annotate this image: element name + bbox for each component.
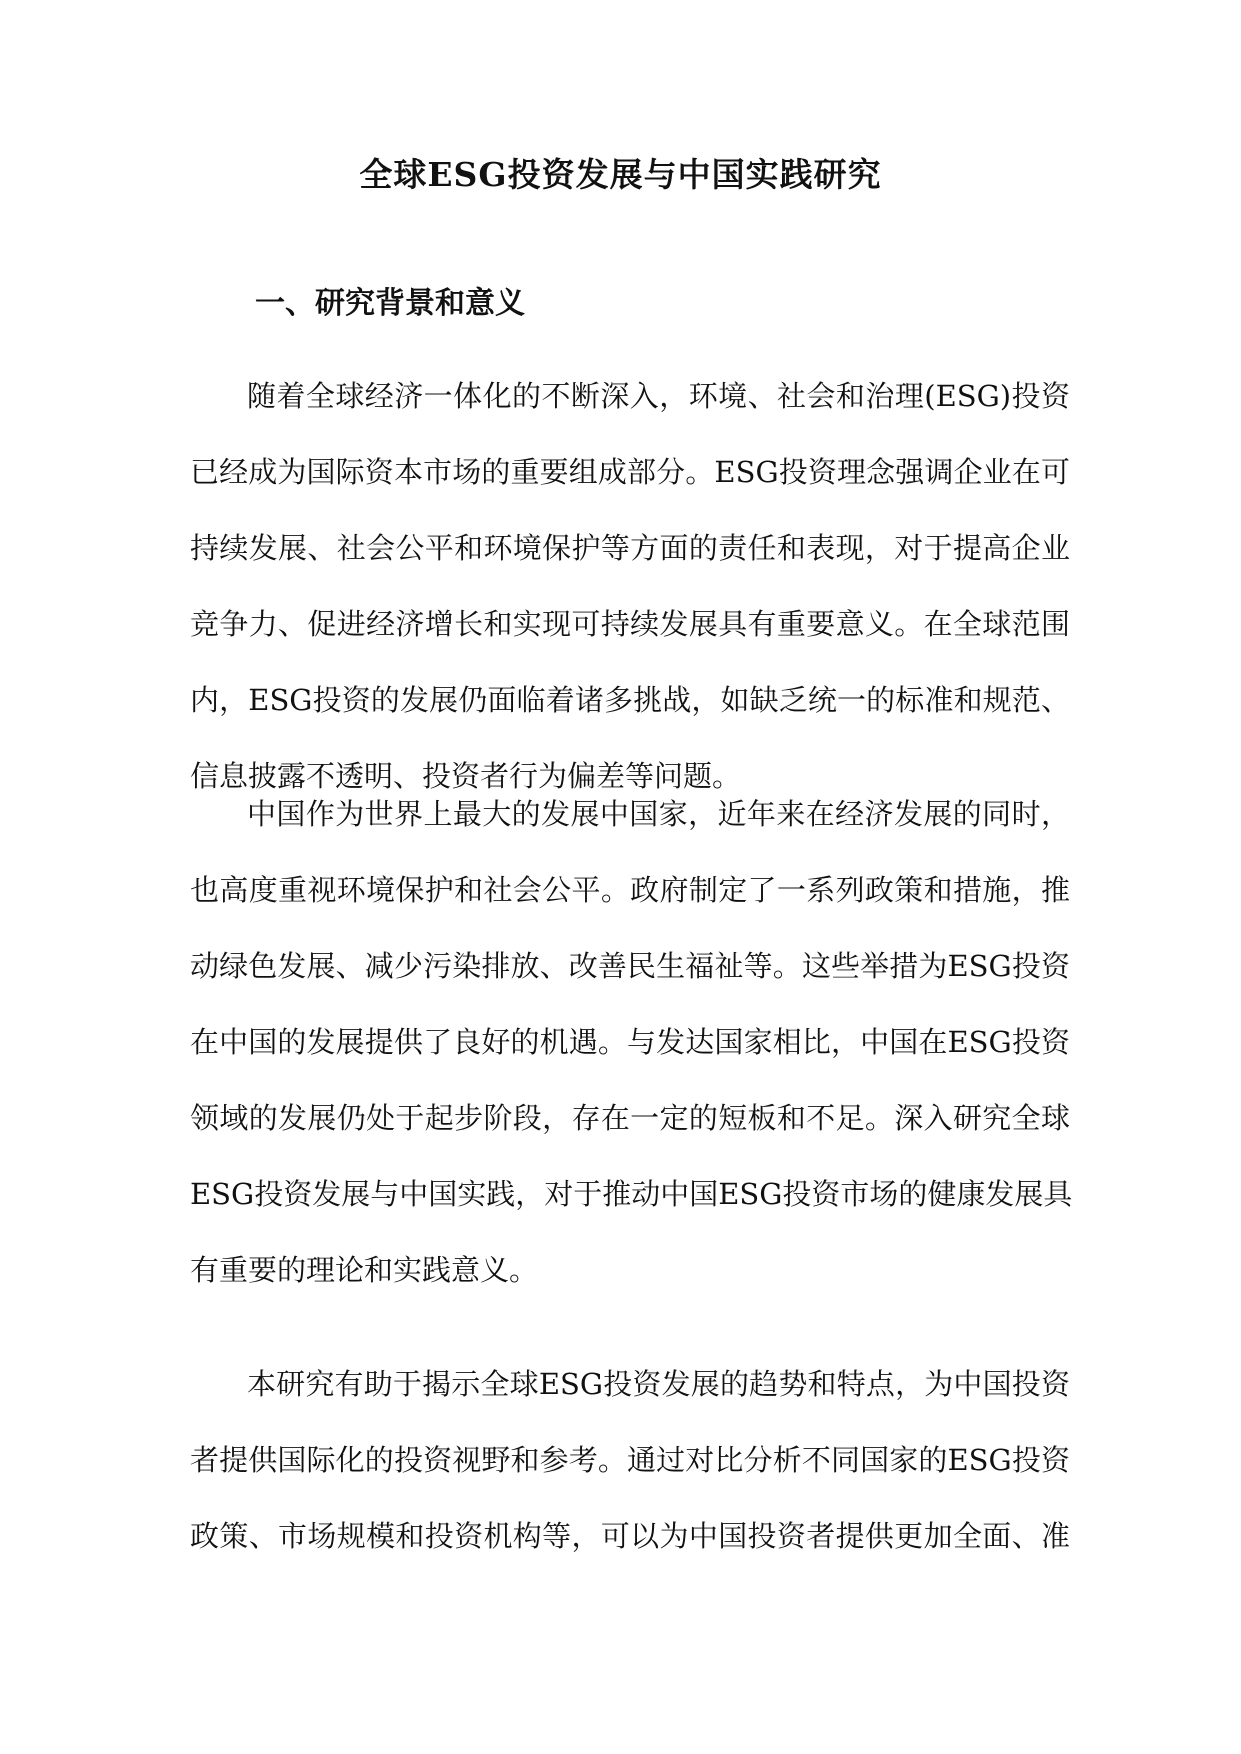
paragraph-line: 政策、市场规模和投资机构等，可以为中国投资者提供更加全面、准 — [190, 1519, 1070, 1553]
paragraph-2 — [190, 776, 1073, 1308]
paragraph-line: ESG投资发展与中国实践，对于推动中国ESG投资市场的健康发展具 — [190, 1177, 1073, 1211]
paragraph-line: 中国作为世界上最大的发展中国家，近年来在经济发展的同时， — [247, 797, 1070, 831]
section-heading: 一、研究背景和意义 — [255, 286, 525, 321]
paragraph-line: 有重要的理论和实践意义。 — [190, 1253, 539, 1287]
paragraph-1 — [190, 358, 1070, 814]
document-title: 全球ESG投资发展与中国实践研究 — [359, 155, 882, 194]
paragraph-line: 在中国的发展提供了良好的机遇。与发达国家相比，中国在ESG投资 — [190, 1025, 1070, 1059]
paragraph-line: 内，ESG投资的发展仍面临着诸多挑战，如缺乏统一的标准和规范、 — [190, 683, 1070, 717]
paragraph-line: 持续发展、社会公平和环境保护等方面的责任和表现，对于提高企业 — [190, 531, 1070, 565]
paragraph-line: 领域的发展仍处于起步阶段，存在一定的短板和不足。深入研究全球 — [190, 1101, 1070, 1135]
paragraph-3 — [190, 1346, 1070, 1574]
paragraph-line: 随着全球经济一体化的不断深入，环境、社会和治理(ESG)投资 — [247, 379, 1070, 413]
paragraph-line: 者提供国际化的投资视野和参考。通过对比分析不同国家的ESG投资 — [190, 1443, 1070, 1477]
paragraph-line: 本研究有助于揭示全球ESG投资发展的趋势和特点，为中国投资 — [247, 1367, 1070, 1401]
paragraph-line: 动绿色发展、减少污染排放、改善民生福祉等。这些举措为ESG投资 — [190, 949, 1070, 983]
paragraph-line: 也高度重视环境保护和社会公平。政府制定了一系列政策和措施，推 — [190, 873, 1070, 907]
paragraph-line: 已经成为国际资本市场的重要组成部分。ESG投资理念强调企业在可 — [190, 455, 1070, 489]
paragraph-line: 竞争力、促进经济增长和实现可持续发展具有重要意义。在全球范围 — [190, 607, 1070, 641]
paragraph-line: 信息披露不透明、投资者行为偏差等问题。 — [190, 759, 742, 793]
